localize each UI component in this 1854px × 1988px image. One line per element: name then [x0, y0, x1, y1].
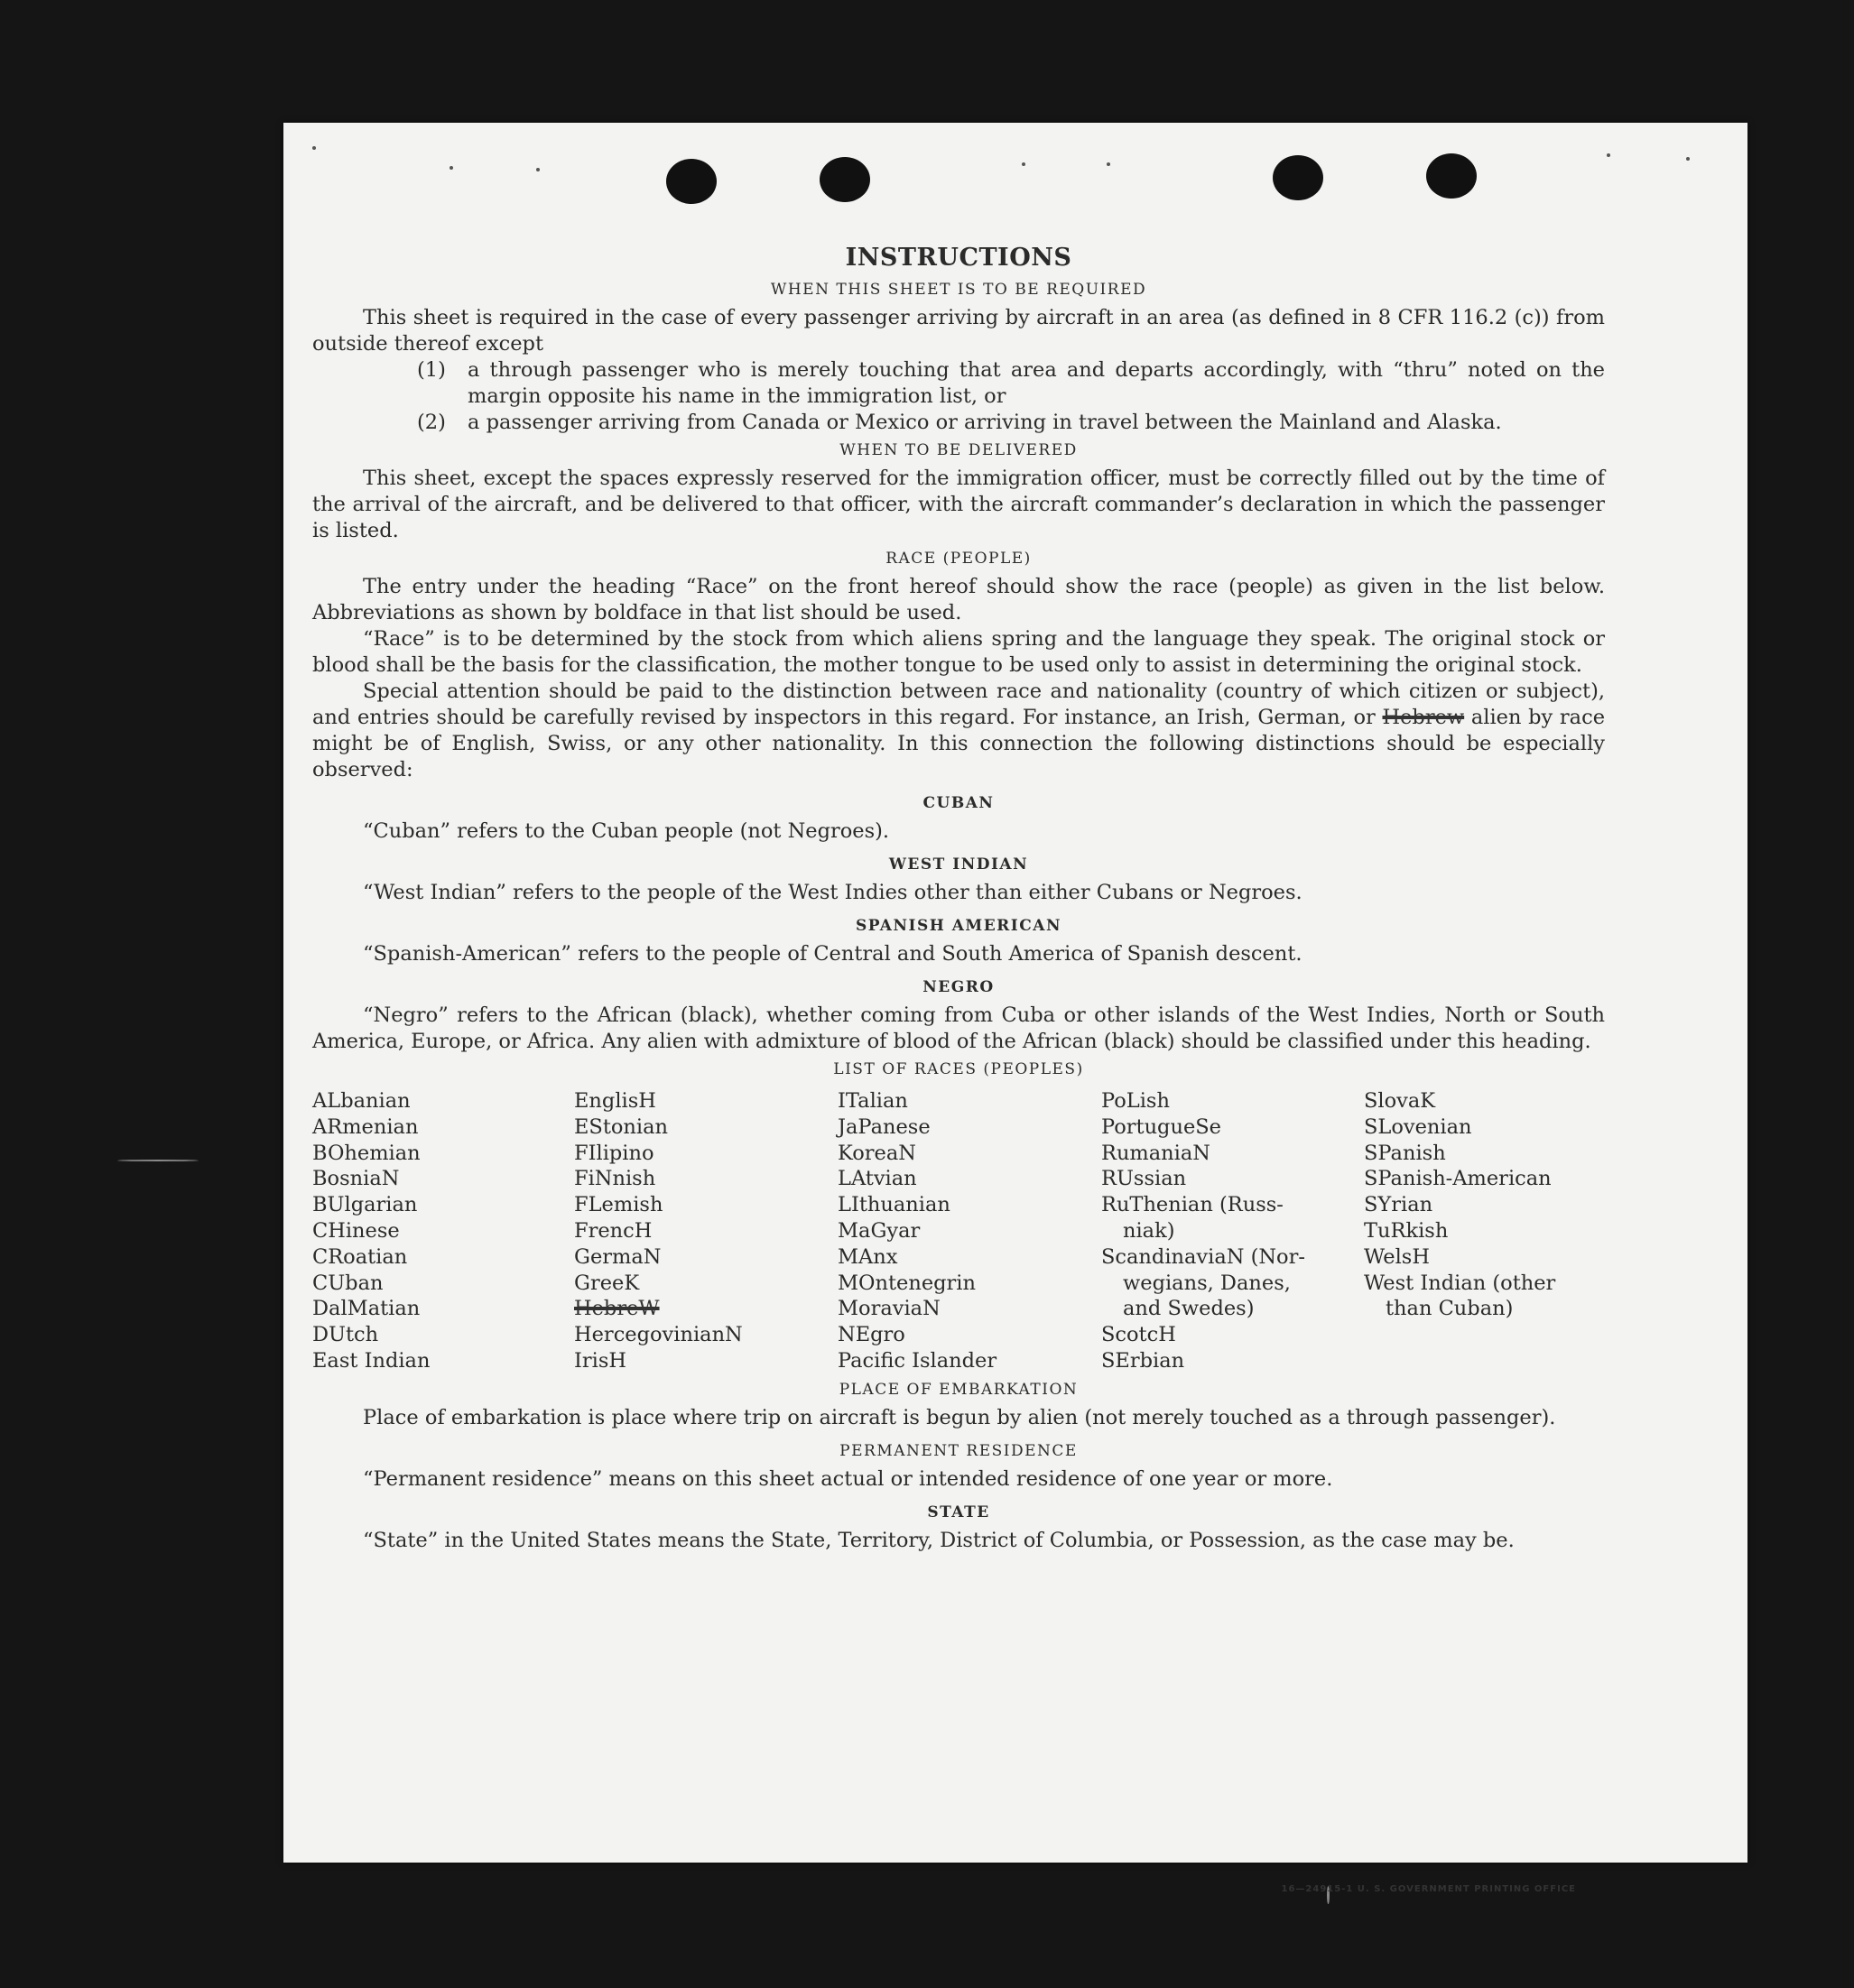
race-entry: CRoatian — [312, 1244, 408, 1269]
race-paragraph-3 — [312, 679, 1605, 783]
race-entry: EStonian — [574, 1114, 669, 1139]
race-entry-struck: HebreW — [574, 1297, 660, 1321]
race-paragraph-3-end: alien by race might be of English, Swiss, or any other nationality. In this connection the following distinctions should be especially observed: — [312, 706, 1606, 781]
races-column-1 — [312, 1088, 574, 1374]
struck-word: Hebrew — [1382, 706, 1465, 729]
race-entry: SPanish — [1364, 1141, 1446, 1165]
race-entry: BUlgarian — [312, 1193, 418, 1217]
race-entry: DalMatian — [312, 1297, 421, 1321]
exception-text: a through passenger who is merely touching that area and departs accordingly, with “thru” noted on the margin opposite his name in the immigration list, or — [468, 358, 1605, 408]
race-entry: MaGyar — [838, 1218, 921, 1243]
heading-negro: NEGRO — [922, 978, 995, 996]
race-entry: SPanish-American — [1364, 1167, 1552, 1191]
race-paragraph-2: “Race” is to be determined by the stock from which aliens spring and the language they speak. The original stock or blood shall be the basis for the classification, the mother tongue to be used only to assist in determining the original stock. — [312, 627, 1605, 677]
negro-text: “Negro” refers to the African (black), whether coming from Cuba or other islands of the West Indies, North or South America, Europe, or Africa. Any alien with admixture of blood of the African (black) should be classified under this heading. — [312, 1003, 1605, 1053]
race-entry: ALbanian — [312, 1089, 411, 1113]
race-paragraph-1: The entry under the heading “Race” on the front hereof should show the race (people) as given in the list below. Abbreviations as shown by boldface in that list should be used. — [312, 575, 1605, 624]
race-entry: EnglisH — [574, 1089, 656, 1113]
race-entry: SLovenian — [1364, 1114, 1472, 1139]
exception-item-2 — [417, 410, 1605, 436]
race-entry: JaPanese — [838, 1114, 931, 1139]
race-entry: SYrian — [1364, 1193, 1433, 1217]
speck — [450, 166, 453, 170]
race-entry-continued: and Swedes) — [1123, 1297, 1255, 1321]
race-entry: HercegovinianN — [574, 1323, 743, 1347]
embarkation-text: Place of embarkation is place where trip on aircraft is begun by alien (not merely touched as a through passenger). — [363, 1405, 1556, 1429]
speck — [1022, 162, 1025, 166]
heading-state: STATE — [927, 1503, 990, 1521]
document-title: INSTRUCTIONS — [845, 244, 1072, 272]
race-entry: FIlipino — [574, 1141, 654, 1165]
race-entry: KoreaN — [838, 1141, 916, 1165]
race-entry: RuThenian (Russ- — [1101, 1193, 1284, 1217]
race-entry: CHinese — [312, 1218, 400, 1243]
heading-spanish-american: SPANISH AMERICAN — [855, 917, 1062, 935]
race-entry: FLemish — [574, 1193, 663, 1217]
race-entry: RUssian — [1101, 1167, 1187, 1191]
west-indian-text: “West Indian” refers to the people of the West Indies other than either Cubans or Negroes. — [363, 881, 1302, 904]
race-entry: RumaniaN — [1101, 1141, 1210, 1165]
print-office-code: 16—24915-1 U. S. GOVERNMENT PRINTING OFFICE — [1281, 1884, 1576, 1894]
exception-item-1 — [417, 357, 1605, 410]
race-entry: ScotcH — [1101, 1323, 1176, 1347]
race-entry: WelsH — [1364, 1244, 1430, 1269]
race-entry-continued: than Cuban) — [1386, 1297, 1514, 1321]
race-entry: PoLish — [1101, 1089, 1170, 1113]
race-entry-continued: niak) — [1123, 1218, 1175, 1243]
cuban-text: “Cuban” refers to the Cuban people (not Negroes). — [363, 819, 890, 843]
race-entry: CUban — [312, 1271, 384, 1295]
punch-hole — [1426, 153, 1477, 199]
heading-list-of-races: LIST OF RACES (PEOPLES) — [833, 1060, 1084, 1078]
races-list — [312, 1088, 1605, 1374]
race-entry: FiNnish — [574, 1167, 656, 1191]
heading-when-delivered: WHEN TO BE DELIVERED — [839, 441, 1078, 459]
race-entry: SErbian — [1101, 1348, 1185, 1373]
exception-number: (1) — [417, 358, 446, 382]
residence-text: “Permanent residence” means on this sheet actual or intended residence of one year or more. — [363, 1466, 1333, 1491]
races-column-2 — [574, 1088, 838, 1374]
race-entry: TuRkish — [1364, 1218, 1449, 1243]
race-entry: East Indian — [312, 1348, 431, 1373]
race-entry-continued: wegians, Danes, — [1123, 1271, 1291, 1295]
race-entry: SlovaK — [1364, 1089, 1436, 1113]
race-entry: MAnx — [838, 1244, 898, 1269]
heading-west-indian: WEST INDIAN — [888, 855, 1029, 874]
race-entry: PortugueSe — [1101, 1114, 1222, 1139]
document-page — [283, 123, 1747, 1894]
race-entry: LAtvian — [838, 1167, 917, 1191]
race-entry: ARmenian — [312, 1114, 419, 1139]
race-entry: NEgro — [838, 1323, 905, 1347]
required-intro: This sheet is required in the case of every passenger arriving by aircraft in an area (as defined in 8 CFR 116.2 (c)) from outside thereof except — [312, 306, 1605, 356]
race-entry: IrisH — [574, 1348, 627, 1373]
race-entry: Pacific Islander — [838, 1348, 997, 1373]
heading-cuban: CUBAN — [922, 794, 995, 812]
scan-scratch — [117, 1160, 199, 1161]
punch-hole — [820, 157, 870, 202]
speck — [1107, 162, 1110, 166]
race-entry: DUtch — [312, 1323, 379, 1347]
state-text: “State” in the United States means the State, Territory, District of Columbia, or Possession, as the case may be. — [363, 1528, 1515, 1552]
race-entry: MoraviaN — [838, 1297, 941, 1321]
heading-embarkation: PLACE OF EMBARKATION — [839, 1380, 1079, 1399]
heading-when-required: WHEN THIS SHEET IS TO BE REQUIRED — [770, 281, 1147, 299]
race-entry: ScandinaviaN (Nor- — [1101, 1244, 1305, 1269]
delivered-text: This sheet, except the spaces expressly reserved for the immigration officer, must be correctly filled out by the time of the arrival of the aircraft, and be delivered to that officer, with the aircraft commander’s declaration in which the passenger is listed. — [312, 467, 1605, 542]
exception-number: (2) — [417, 411, 446, 434]
heading-permanent-residence: PERMANENT RESIDENCE — [839, 1441, 1078, 1460]
race-paragraph-3-start: Special attention should be paid to the distinction between race and nationality (country of which citizen or subject), and entries should be carefully revised by inspectors in this regard. For instance, an Irish, German, or — [312, 680, 1605, 729]
race-entry: LIthuanian — [838, 1193, 950, 1217]
punch-hole — [1273, 155, 1323, 200]
speck — [536, 168, 540, 171]
races-column-5 — [1364, 1088, 1605, 1374]
race-entry: ITalian — [838, 1089, 908, 1113]
races-column-3 — [838, 1088, 1101, 1374]
heading-race: RACE (PEOPLE) — [885, 550, 1032, 568]
race-entry: West Indian (other — [1364, 1271, 1556, 1295]
instructions-body — [312, 244, 1605, 1554]
race-entry: GreeK — [574, 1271, 640, 1295]
exception-text: a passenger arriving from Canada or Mexico or arriving in travel between the Mainland and Alaska. — [468, 411, 1502, 434]
race-entry: BosniaN — [312, 1167, 400, 1191]
race-entry: MOntenegrin — [838, 1271, 976, 1295]
race-entry: BOhemian — [312, 1141, 421, 1165]
punch-hole — [666, 159, 717, 204]
speck — [1686, 157, 1690, 161]
speck — [312, 146, 316, 150]
race-entry: GermaN — [574, 1244, 662, 1269]
races-column-4 — [1101, 1088, 1364, 1374]
race-entry: FrencH — [574, 1218, 653, 1243]
speck — [1607, 153, 1610, 157]
spanish-american-text: “Spanish-American” refers to the people of Central and South America of Spanish descent. — [363, 942, 1302, 966]
